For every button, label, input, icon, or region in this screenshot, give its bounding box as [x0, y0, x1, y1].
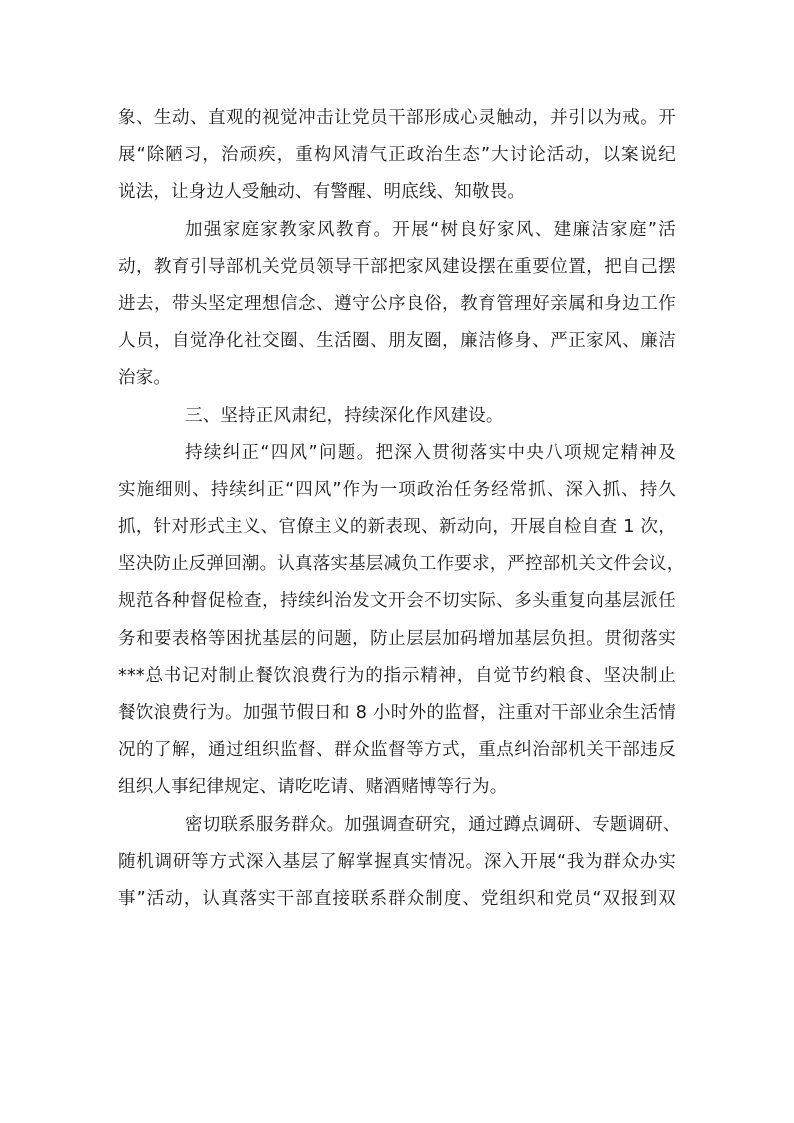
text-line: 密切联系服务群众。加强调查研究，通过蹲点调研、专题调研、 [185, 814, 681, 835]
text-line: 加强家庭家教家风教育。开展“树良好家风、建廉洁家庭”活 [185, 219, 676, 240]
text-line: 抓，针对形式主义、官僚主义的新表现、新动向，开展自检自查 1 次， [118, 517, 676, 538]
text-line: 实施细则、持续纠正“四风”作为一项政治任务经常抓、深入抓、持久 [118, 479, 676, 500]
text-line: 进去，带头坚定理想信念、遵守公序良俗，教育管理好亲属和身边工作 [118, 293, 676, 314]
text-line: 务和要表格等困扰基层的问题，防止层层加码增加基层负担。贯彻落实 [118, 628, 676, 649]
text-line: 说法，让身边人受触动、有警醒、明底线、知敬畏。 [118, 182, 526, 203]
text-line: 象、生动、直观的视觉冲击让党员干部形成心灵触动，并引以为戒。开 [118, 108, 676, 128]
document-body [118, 102, 685, 920]
text-line: 展“除陋习，治顽疾，重构风清气正政治生态”大讨论活动，以案说纪 [118, 145, 676, 166]
text-line: 事”活动，认真落实干部直接联系群众制度、党组织和党员“双报到双 [118, 888, 676, 909]
text-line: 餐饮浪费行为。加强节假日和 8 小时外的监督，注重对干部业余生活情 [118, 703, 676, 723]
text-line: 规范各种督促检查，持续纠治发文开会不切实际、多头重复向基层派任 [118, 591, 676, 612]
text-line: 人员，自觉净化社交圈、生活圈、朋友圈，廉洁修身、严正家风、廉洁 [118, 331, 676, 352]
text-line: 随机调研等方式深入基层了解掌握真实情况。深入开展“我为群众办实 [118, 851, 676, 872]
text-line: 动，教育引导部机关党员领导干部把家风建设摆在重要位置，把自己摆 [118, 256, 676, 277]
text-line: 坚决防止反弹回潮。认真落实基层减负工作要求，严控部机关文件会议， [118, 554, 685, 575]
text-line: ***总书记对制止餐饮浪费行为的指示精神，自觉节约粮食、坚决制止 [118, 665, 676, 686]
text-line: 治家。 [118, 368, 172, 389]
text-line: 组织人事纪律规定、请吃吃请、赌酒赌博等行为。 [118, 777, 508, 798]
text-line: 况的了解，通过组织监督、群众监督等方式，重点纠治部机关干部违反 [118, 740, 676, 761]
text-line: 三、坚持正风肃纪，持续深化作风建设。 [185, 405, 504, 426]
text-line: 持续纠正“四风”问题。把深入贯彻落实中央八项规定精神及 [185, 442, 676, 463]
